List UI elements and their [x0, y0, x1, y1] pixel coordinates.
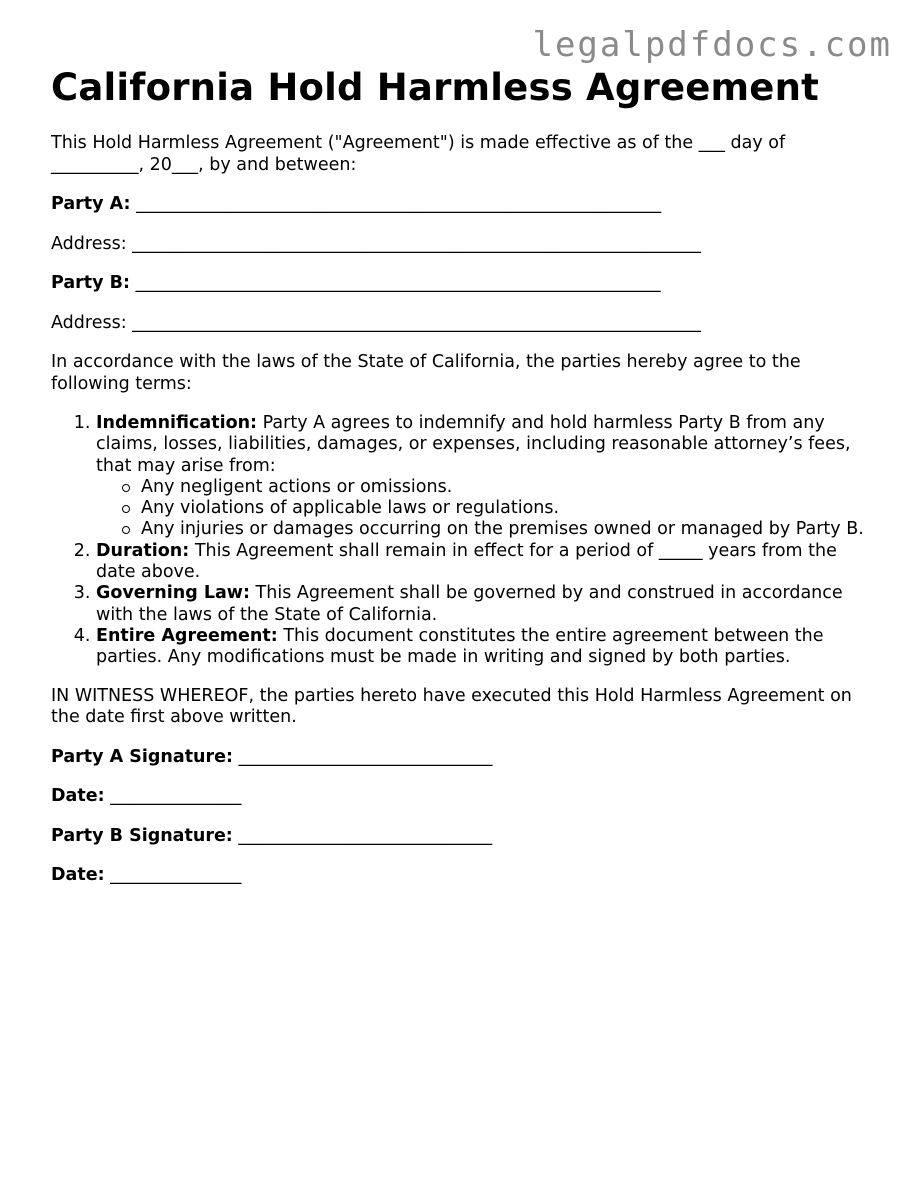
- party-a-date-blank: _______________: [110, 786, 242, 807]
- intro-line-1: This Hold Harmless Agreement ("Agreement") is made effective as of the ___ day of: [51, 133, 786, 153]
- term-indemnification: [96, 413, 871, 541]
- party-b-address-blank: _________________________________________________________________: [132, 312, 701, 333]
- party-a-date-label: Date:: [51, 786, 105, 807]
- party-b-label: Party B:: [51, 273, 130, 293]
- terms-list: [51, 413, 871, 669]
- party-a-signature-blank: _____________________________: [238, 746, 493, 767]
- watermark: legalpdfdocs.com: [532, 25, 892, 65]
- term-text: This Agreement shall be governed by and construed in accordance with the laws of the State of California.: [96, 583, 843, 625]
- indemnification-sub-list: [96, 477, 871, 541]
- term-title: Indemnification:: [96, 413, 258, 433]
- party-b-date-field: [51, 865, 871, 887]
- terms-intro: In accordance with the laws of the State of California, the parties hereby agree to the following terms:: [51, 352, 801, 394]
- party-a-label: Party A:: [51, 194, 131, 214]
- party-b-date-blank: _______________: [110, 865, 242, 886]
- party-a-signature-label: Party A Signature:: [51, 746, 234, 767]
- intro-line-2: __________, 20___, by and between:: [51, 154, 357, 175]
- term-entire-agreement: [96, 626, 871, 669]
- term-duration: [96, 541, 871, 584]
- term-text: This document constitutes the entire agreement between the parties. Any modifications must be made in writing and signed by both parties.: [96, 625, 824, 668]
- party-b-address-label: Address:: [51, 312, 127, 333]
- party-b-date-label: Date:: [51, 865, 105, 886]
- sub-list-item: Any negligent actions or omissions.: [141, 477, 871, 498]
- party-b-address-field: [51, 313, 871, 335]
- party-a-address-label: Address:: [51, 233, 127, 254]
- party-a-blank: ____________________________________________________________: [136, 194, 662, 214]
- intro-paragraph: [51, 133, 871, 176]
- sub-list-item: Any injuries or damages occurring on the premises owned or managed by Party B.: [141, 519, 871, 540]
- term-governing-law: [96, 583, 871, 626]
- sub-list-item: Any violations of applicable laws or regulations.: [141, 498, 871, 519]
- term-title: Duration:: [96, 540, 190, 561]
- party-b-blank: ____________________________________________________________: [135, 273, 661, 293]
- document-page: [51, 66, 871, 887]
- term-text: Party A agrees to indemnify and hold harmless Party B from any claims, losses, liabilities, damages, or expenses, including reasonable attorney’s fees, that may arise from:: [96, 413, 851, 476]
- term-text: This Agreement shall remain in effect for a period of _____ years from the date above.: [96, 540, 837, 583]
- term-title: Governing Law:: [96, 583, 250, 604]
- witness-paragraph: IN WITNESS WHEREOF, the parties hereto have executed this Hold Harmless Agreement on the date first above written.: [51, 685, 852, 728]
- party-b-field: [51, 273, 871, 295]
- party-a-address-blank: _________________________________________________________________: [132, 233, 701, 254]
- document-title: California Hold Harmless Agreement: [51, 66, 820, 109]
- party-b-signature-blank: _____________________________: [238, 825, 493, 846]
- party-a-address-field: [51, 234, 871, 256]
- party-a-date-field: [51, 786, 871, 808]
- party-a-field: [51, 194, 871, 216]
- term-title: Entire Agreement:: [96, 625, 278, 646]
- party-a-signature-field: [51, 747, 871, 769]
- party-b-signature-field: [51, 826, 871, 848]
- party-b-signature-label: Party B Signature:: [51, 825, 233, 846]
